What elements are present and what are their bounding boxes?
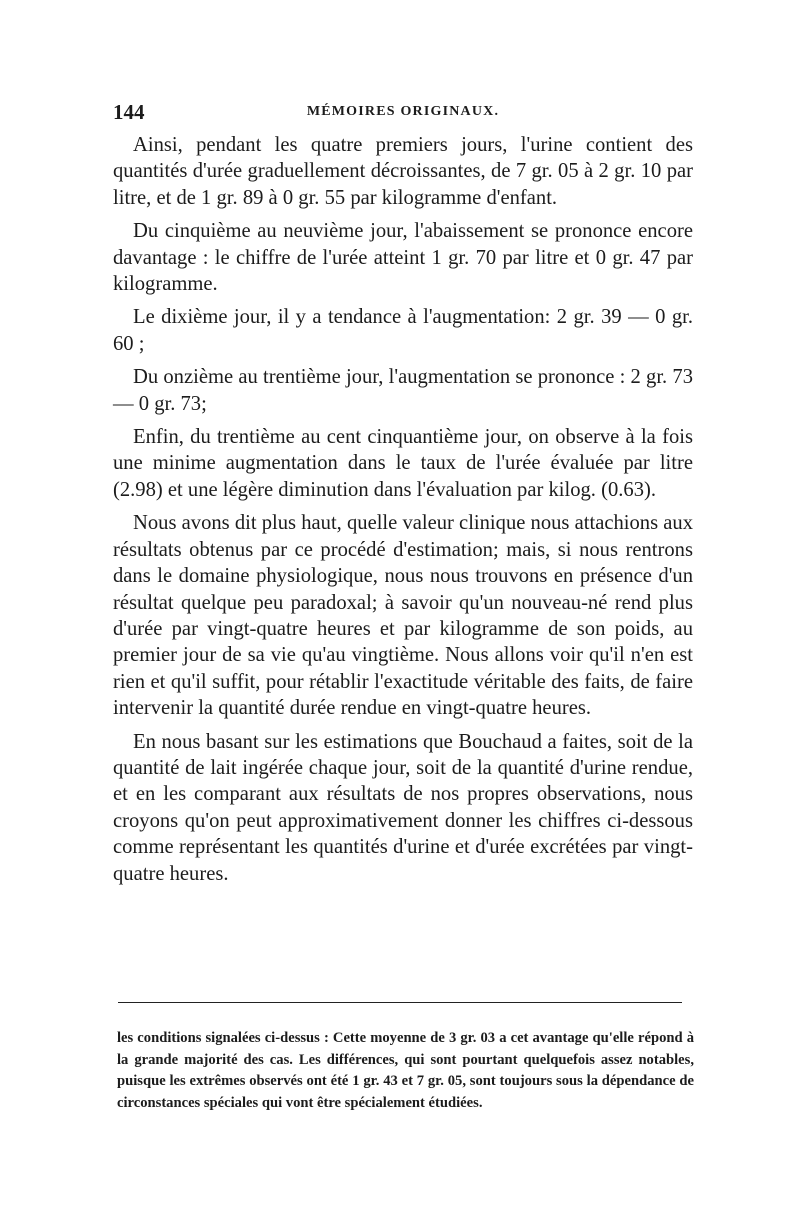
paragraph: Du cinquième au neuvième jour, l'abaissement se prononce encore davantage : le chiffre de l'urée atteint 1 gr. 70 par litre et 0 gr. 47 par kilogramme. bbox=[113, 220, 693, 296]
paragraph: En nous basant sur les estimations que Bouchaud a faites, soit de la quantité de lait ingérée chaque jour, soit de la quantité d'urine rendue, et en les comparant aux résultats de nos propres observations, nous croyons qu'on peut approximativement donner les chiffres ci-dessous comme représentant les quantités d'urine et d'urée excrétées par vingt-quatre heures. bbox=[113, 730, 693, 885]
paragraph: Ainsi, pendant les quatre premiers jours, l'urine contient des quantités d'urée graduellement décroissantes, de 7 gr. 05 à 2 gr. 10 par litre, et de 1 gr. 89 à 0 gr. 55 par kilogramme d'enfant. bbox=[113, 134, 693, 209]
footnote-separator bbox=[118, 1002, 682, 1003]
page-number: 144 bbox=[113, 100, 145, 124]
running-title: MÉMOIRES ORIGINAUX. bbox=[306, 104, 500, 119]
paragraph: Enfin, du trentième au cent cinquantième jour, on observe à la fois une minime augmentation dans le taux de l'urée évaluée par litre (2.98) et une légère diminution dans l'évaluation par kilog. (0.63). bbox=[113, 426, 693, 501]
paragraph: Du onzième au trentième jour, l'augmentation se prononce : 2 gr. 73 — 0 gr. 73; bbox=[113, 366, 693, 415]
body-text bbox=[113, 132, 693, 894]
footnote bbox=[117, 1028, 694, 1114]
footnote-text: les conditions signalées ci-dessus : Cette moyenne de 3 gr. 03 a cet avantage qu'elle répond à la grande majorité des cas. Les différences, qui sont pourtant quelquefois assez notables, puisque les extrêmes observés ont été 1 gr. 43 et 7 gr. 05, sont toujours sous la dépendance de circonstances spéciales qui vont être spécialement étudiées. bbox=[117, 1030, 694, 1111]
page-header bbox=[113, 100, 693, 124]
paragraph: Le dixième jour, il y a tendance à l'augmentation: 2 gr. 39 — 0 gr. 60 ; bbox=[113, 306, 693, 355]
paragraph: Nous avons dit plus haut, quelle valeur clinique nous attachions aux résultats obtenus par ce procédé d'estimation; mais, si nous rentrons dans le domaine physiologique, nous nous trouvons en présence d'un résultat quelque peu paradoxal; à savoir qu'un nouveau-né rend plus d'urée par vingt-quatre heures et par kilogramme de son poids, au premier jour de sa vie qu'au vingtième. Nous allons voir qu'il n'en est rien et qu'il suffit, pour rétablir l'exactitude véritable des faits, de faire intervenir la quantité durée rendue en vingt-quatre heures. bbox=[113, 512, 693, 720]
